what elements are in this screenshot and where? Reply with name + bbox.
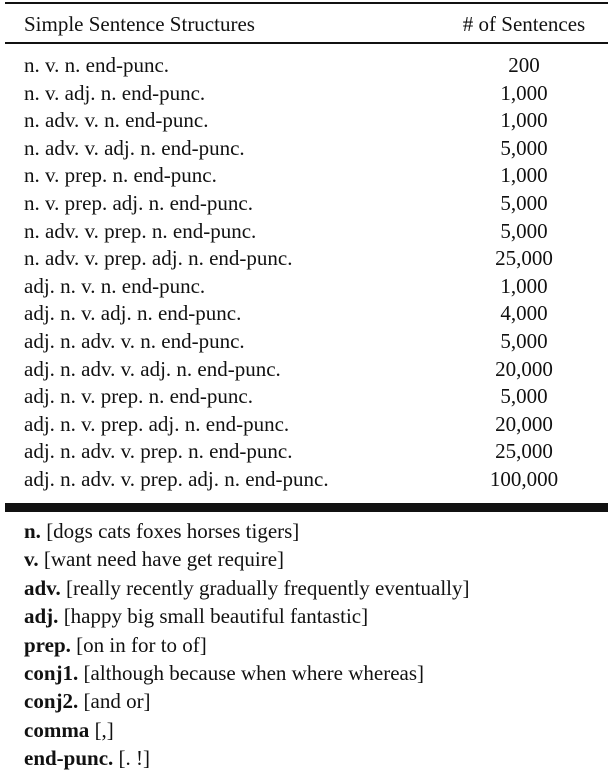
count-cell: 5,000 [500,190,548,215]
header-structures: Simple Sentence Structures [24,12,255,36]
vocab-item [24,744,608,772]
vocab-tag: n. [24,519,41,543]
structure-cell: adj. n. v. adj. n. end-punc. [24,301,242,326]
count-cell: 25,000 [495,246,553,271]
thick-rule [5,503,608,512]
table-row [24,466,608,494]
structure-cell: adj. n. adv. v. prep. adj. n. end-punc. [24,466,329,491]
vocab-tag: adv. [24,575,61,600]
vocab-words: [dogs cats foxes horses tigers] [46,519,300,543]
vocab-item [24,602,608,630]
count-cell: 5,000 [500,328,548,353]
structure-cell: n. adv. v. prep. n. end-punc. [24,218,257,243]
count-cell: 1,000 [500,163,548,188]
count-cell: 1,000 [500,273,548,298]
table-row [24,411,608,439]
vocab-words: [,] [94,717,114,742]
structure-cell: n. adv. v. n. end-punc. [24,108,209,133]
count-cell: 20,000 [495,411,553,436]
structure-cell: adj. n. adv. v. n. end-punc. [24,328,245,353]
count-cell: 5,000 [500,218,548,243]
vocab-tag: conj1. [24,660,79,685]
structure-cell: n. adv. v. adj. n. end-punc. [24,135,245,160]
table-row [24,80,608,108]
count-cell: 200 [508,53,540,77]
table-row [24,218,608,246]
header-rule [5,42,608,44]
vocab-words: [on in for to of] [76,632,207,657]
structure-cell: adj. n. v. prep. n. end-punc. [24,384,253,409]
vocab-item [24,631,608,659]
table-row [24,162,608,190]
count-cell: 4,000 [500,301,548,326]
table-row [24,245,608,273]
count-cell: 1,000 [500,108,548,133]
vocab-item [24,517,608,545]
structure-cell: n. v. prep. n. end-punc. [24,163,217,188]
table-header [24,10,608,38]
vocab-words: [happy big small beautiful fantastic] [63,604,369,629]
structure-cell: adj. n. v. prep. adj. n. end-punc. [24,411,290,436]
table-row [24,356,608,384]
table-row [24,383,608,411]
vocab-tag: prep. [24,632,71,657]
table-row [24,300,608,328]
vocab-item [24,574,608,602]
count-cell: 100,000 [489,466,559,491]
vocab-tag: end-punc. [24,746,114,771]
table-row [24,107,608,135]
structure-cell: n. v. prep. adj. n. end-punc. [24,190,253,215]
vocabulary-list [24,517,608,773]
structure-cell: adj. n. adv. v. adj. n. end-punc. [24,356,281,381]
vocab-words: [. !] [118,746,151,771]
vocab-item [24,687,608,715]
count-cell: 25,000 [495,439,553,464]
table-row [24,328,608,356]
table-row [24,438,608,466]
vocab-item [24,545,608,573]
vocab-item [24,659,608,687]
structure-cell: adj. n. v. n. end-punc. [24,273,206,298]
structure-cell: n. v. n. end-punc. [24,53,170,77]
structure-cell: adj. n. adv. v. prep. n. end-punc. [24,439,293,464]
table-row [24,52,608,80]
vocab-item [24,716,608,744]
header-count: # of Sentences [462,12,586,36]
structure-cell: n. adv. v. prep. adj. n. end-punc. [24,246,293,271]
vocab-tag: v. [24,547,39,572]
vocab-tag: adj. [24,604,59,629]
vocab-words: [really recently gradually frequently eventually] [66,575,470,600]
vocab-words: [although because when where whereas] [83,660,425,685]
table-row [24,135,608,163]
count-cell: 5,000 [500,135,548,160]
count-cell: 1,000 [500,80,548,105]
vocab-tag: conj2. [24,689,79,714]
structure-cell: n. v. adj. n. end-punc. [24,80,206,105]
table-row [24,273,608,301]
count-cell: 5,000 [500,384,548,409]
vocab-words: [and or] [83,689,151,714]
table-row [24,190,608,218]
count-cell: 20,000 [495,356,553,381]
vocab-words: [want need have get require] [43,547,285,572]
vocab-tag: comma [24,717,90,742]
table-body [24,52,608,494]
top-rule [5,2,608,4]
